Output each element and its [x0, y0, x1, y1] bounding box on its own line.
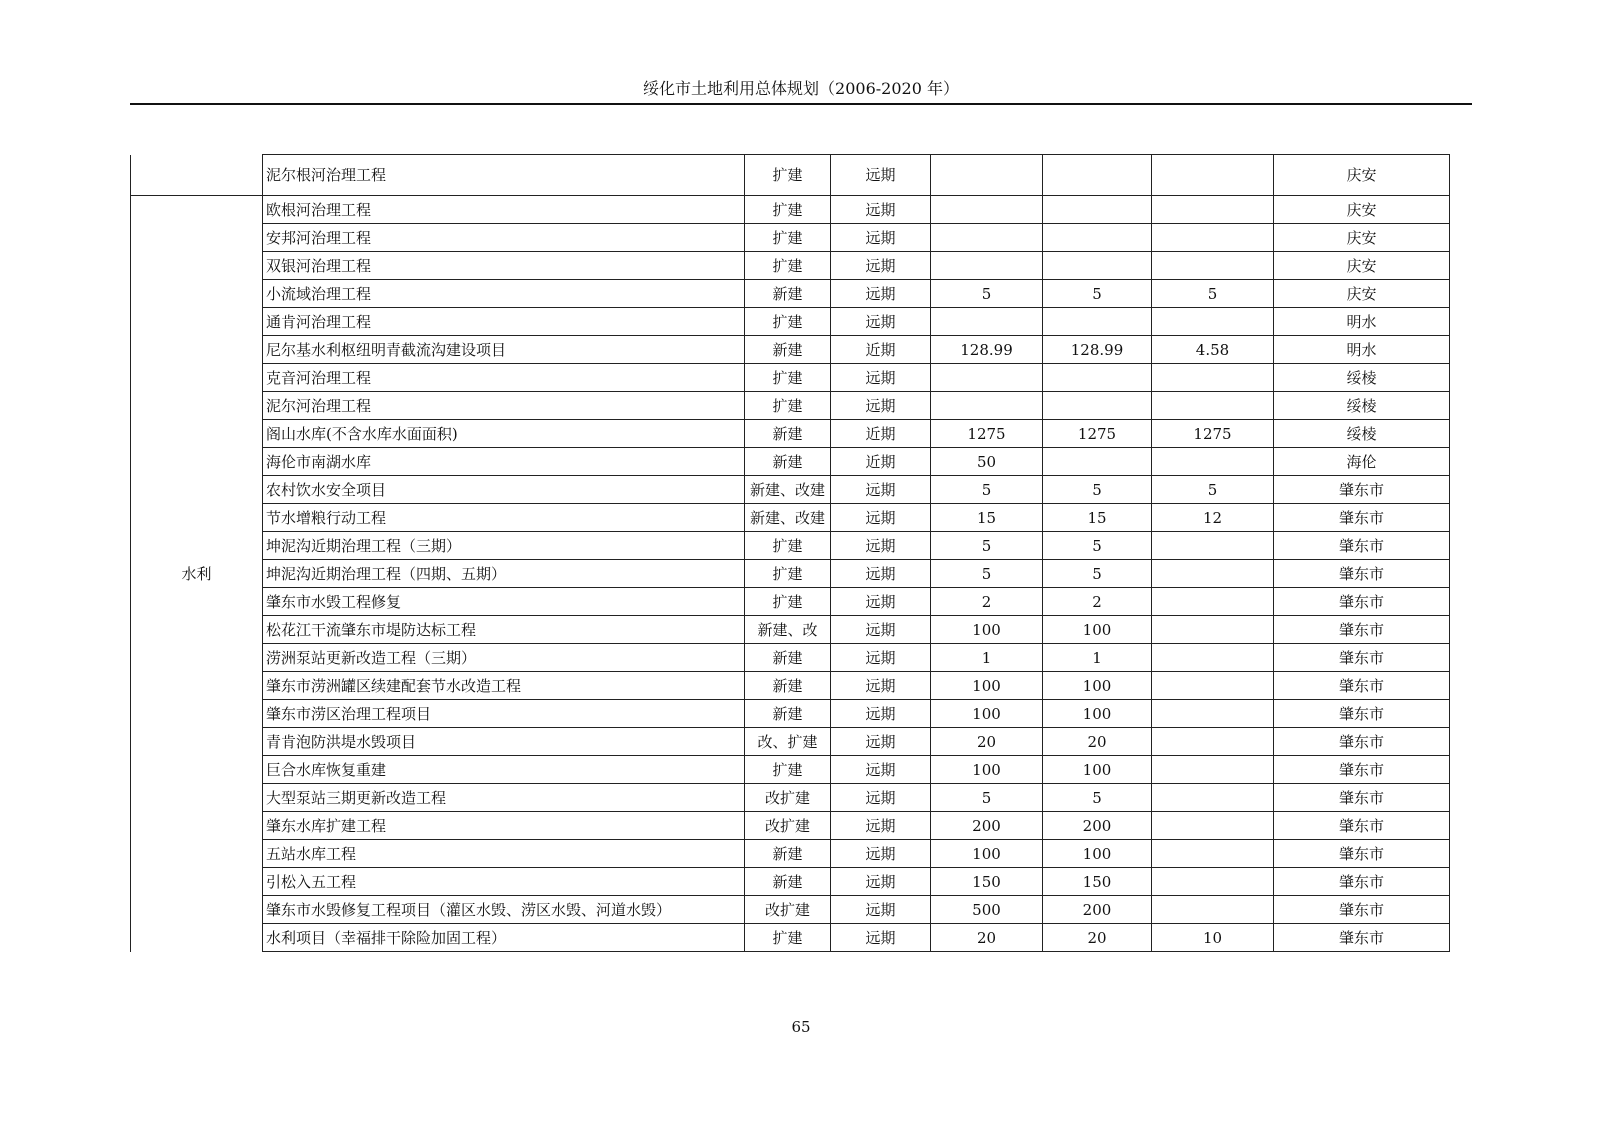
location-cell: 肇东市: [1274, 784, 1450, 812]
value-1-cell: 5: [931, 476, 1043, 504]
period-cell: 远期: [831, 896, 931, 924]
value-2-cell: 1: [1043, 644, 1152, 672]
value-3-cell: [1152, 812, 1274, 840]
project-name-cell: 引松入五工程: [263, 868, 745, 896]
period-cell: 远期: [831, 196, 931, 224]
value-1-cell: [931, 155, 1043, 196]
location-cell: 肇东市: [1274, 896, 1450, 924]
construction-type-cell: 新建: [745, 336, 831, 364]
period-cell: 远期: [831, 644, 931, 672]
location-cell: 庆安: [1274, 196, 1450, 224]
table-row: [131, 392, 1450, 420]
value-1-cell: 15: [931, 504, 1043, 532]
table-row: [131, 924, 1450, 952]
construction-type-cell: 新建、改建: [745, 504, 831, 532]
construction-type-cell: 新建: [745, 840, 831, 868]
location-cell: 肇东市: [1274, 812, 1450, 840]
project-name-cell: 通肯河治理工程: [263, 308, 745, 336]
location-cell: 明水: [1274, 308, 1450, 336]
value-2-cell: 100: [1043, 756, 1152, 784]
period-cell: 远期: [831, 476, 931, 504]
table-row: [131, 476, 1450, 504]
value-1-cell: 20: [931, 728, 1043, 756]
value-3-cell: [1152, 448, 1274, 476]
project-name-cell: 双银河治理工程: [263, 252, 745, 280]
value-1-cell: [931, 392, 1043, 420]
project-name-cell: 阁山水库(不含水库水面面积): [263, 420, 745, 448]
location-cell: 肇东市: [1274, 924, 1450, 952]
construction-type-cell: 新建、改建: [745, 476, 831, 504]
value-1-cell: 20: [931, 924, 1043, 952]
project-table-body: [131, 155, 1450, 952]
table-row: [131, 504, 1450, 532]
value-2-cell: 2: [1043, 588, 1152, 616]
value-3-cell: [1152, 644, 1274, 672]
project-name-cell: 松花江干流肇东市堤防达标工程: [263, 616, 745, 644]
value-1-cell: 100: [931, 672, 1043, 700]
period-cell: 远期: [831, 868, 931, 896]
project-name-cell: 巨合水库恢复重建: [263, 756, 745, 784]
location-cell: 肇东市: [1274, 588, 1450, 616]
project-name-cell: 青肯泡防洪堤水毁项目: [263, 728, 745, 756]
project-name-cell: 坤泥沟近期治理工程（四期、五期）: [263, 560, 745, 588]
value-1-cell: [931, 196, 1043, 224]
value-3-cell: [1152, 364, 1274, 392]
value-3-cell: [1152, 616, 1274, 644]
construction-type-cell: 改扩建: [745, 812, 831, 840]
value-2-cell: 20: [1043, 728, 1152, 756]
value-1-cell: [931, 364, 1043, 392]
value-1-cell: 100: [931, 616, 1043, 644]
location-cell: 肇东市: [1274, 840, 1450, 868]
construction-type-cell: 改、扩建: [745, 728, 831, 756]
project-name-cell: 肇东水库扩建工程: [263, 812, 745, 840]
construction-type-cell: 扩建: [745, 924, 831, 952]
value-1-cell: 200: [931, 812, 1043, 840]
location-cell: 庆安: [1274, 280, 1450, 308]
project-table: [130, 154, 1450, 952]
project-name-cell: 小流域治理工程: [263, 280, 745, 308]
value-2-cell: 200: [1043, 896, 1152, 924]
value-3-cell: [1152, 756, 1274, 784]
location-cell: 肇东市: [1274, 560, 1450, 588]
location-cell: 海伦: [1274, 448, 1450, 476]
table-row: [131, 448, 1450, 476]
project-name-cell: 泥尔根河治理工程: [263, 155, 745, 196]
value-2-cell: [1043, 308, 1152, 336]
construction-type-cell: 新建: [745, 868, 831, 896]
period-cell: 远期: [831, 756, 931, 784]
value-2-cell: [1043, 224, 1152, 252]
table-row: [131, 588, 1450, 616]
value-1-cell: 5: [931, 280, 1043, 308]
period-cell: 近期: [831, 420, 931, 448]
construction-type-cell: 扩建: [745, 224, 831, 252]
value-1-cell: 1: [931, 644, 1043, 672]
project-name-cell: 节水增粮行动工程: [263, 504, 745, 532]
period-cell: 远期: [831, 392, 931, 420]
period-cell: 远期: [831, 560, 931, 588]
period-cell: 远期: [831, 504, 931, 532]
value-1-cell: 100: [931, 756, 1043, 784]
value-2-cell: 128.99: [1043, 336, 1152, 364]
construction-type-cell: 扩建: [745, 560, 831, 588]
construction-type-cell: 新建: [745, 448, 831, 476]
period-cell: 远期: [831, 224, 931, 252]
value-2-cell: 5: [1043, 784, 1152, 812]
value-2-cell: [1043, 155, 1152, 196]
value-1-cell: 2: [931, 588, 1043, 616]
location-cell: 绥棱: [1274, 420, 1450, 448]
project-name-cell: 涝洲泵站更新改造工程（三期）: [263, 644, 745, 672]
value-1-cell: 5: [931, 532, 1043, 560]
value-3-cell: [1152, 784, 1274, 812]
project-name-cell: 克音河治理工程: [263, 364, 745, 392]
table-row: [131, 896, 1450, 924]
value-2-cell: 100: [1043, 700, 1152, 728]
table-row: [131, 155, 1450, 196]
construction-type-cell: 扩建: [745, 532, 831, 560]
period-cell: 远期: [831, 588, 931, 616]
value-2-cell: 5: [1043, 476, 1152, 504]
location-cell: 绥棱: [1274, 392, 1450, 420]
value-2-cell: 5: [1043, 560, 1152, 588]
value-3-cell: [1152, 224, 1274, 252]
project-name-cell: 尼尔基水利枢纽明青截流沟建设项目: [263, 336, 745, 364]
table-row: [131, 672, 1450, 700]
location-cell: 肇东市: [1274, 700, 1450, 728]
location-cell: 肇东市: [1274, 616, 1450, 644]
value-2-cell: [1043, 364, 1152, 392]
table-row: [131, 364, 1450, 392]
value-3-cell: [1152, 588, 1274, 616]
construction-type-cell: 扩建: [745, 308, 831, 336]
value-2-cell: [1043, 252, 1152, 280]
running-header: 绥化市土地利用总体规划（2006-2020 年）: [643, 79, 959, 98]
construction-type-cell: 改扩建: [745, 784, 831, 812]
value-2-cell: 1275: [1043, 420, 1152, 448]
value-3-cell: [1152, 700, 1274, 728]
period-cell: 远期: [831, 364, 931, 392]
table-row: [131, 728, 1450, 756]
period-cell: 远期: [831, 280, 931, 308]
period-cell: 远期: [831, 252, 931, 280]
construction-type-cell: 新建: [745, 420, 831, 448]
value-1-cell: 100: [931, 840, 1043, 868]
value-2-cell: 20: [1043, 924, 1152, 952]
construction-type-cell: 扩建: [745, 588, 831, 616]
table-row: [131, 252, 1450, 280]
value-1-cell: 150: [931, 868, 1043, 896]
value-2-cell: [1043, 448, 1152, 476]
construction-type-cell: 新建: [745, 700, 831, 728]
project-name-cell: 泥尔河治理工程: [263, 392, 745, 420]
construction-type-cell: 新建: [745, 280, 831, 308]
value-3-cell: [1152, 155, 1274, 196]
period-cell: 远期: [831, 812, 931, 840]
value-2-cell: 100: [1043, 616, 1152, 644]
value-3-cell: [1152, 392, 1274, 420]
value-1-cell: 500: [931, 896, 1043, 924]
value-2-cell: 15: [1043, 504, 1152, 532]
project-name-cell: 肇东市水毁修复工程项目（灌区水毁、涝区水毁、河道水毁）: [263, 896, 745, 924]
location-cell: 肇东市: [1274, 728, 1450, 756]
table-row: [131, 756, 1450, 784]
location-cell: 绥棱: [1274, 364, 1450, 392]
page-number: 65: [791, 1018, 811, 1036]
location-cell: 明水: [1274, 336, 1450, 364]
location-cell: 肇东市: [1274, 756, 1450, 784]
value-1-cell: 1275: [931, 420, 1043, 448]
project-table-wrapper: [130, 154, 1450, 952]
construction-type-cell: 改扩建: [745, 896, 831, 924]
project-name-cell: 肇东市涝洲罐区续建配套节水改造工程: [263, 672, 745, 700]
table-row: [131, 644, 1450, 672]
header-rule: [130, 103, 1472, 105]
value-1-cell: 5: [931, 560, 1043, 588]
location-cell: 肇东市: [1274, 644, 1450, 672]
table-row: [131, 868, 1450, 896]
value-2-cell: 150: [1043, 868, 1152, 896]
location-cell: 肇东市: [1274, 868, 1450, 896]
table-row: [131, 532, 1450, 560]
value-3-cell: 5: [1152, 280, 1274, 308]
value-3-cell: [1152, 532, 1274, 560]
period-cell: 远期: [831, 700, 931, 728]
table-row: [131, 280, 1450, 308]
period-cell: 远期: [831, 616, 931, 644]
construction-type-cell: 扩建: [745, 196, 831, 224]
location-cell: 庆安: [1274, 155, 1450, 196]
project-name-cell: 肇东市涝区治理工程项目: [263, 700, 745, 728]
value-3-cell: [1152, 308, 1274, 336]
period-cell: 远期: [831, 784, 931, 812]
period-cell: 远期: [831, 924, 931, 952]
project-name-cell: 水利项目（幸福排干除险加固工程）: [263, 924, 745, 952]
category-cell-top: [131, 155, 263, 196]
value-3-cell: [1152, 840, 1274, 868]
value-3-cell: [1152, 728, 1274, 756]
project-name-cell: 五站水库工程: [263, 840, 745, 868]
project-name-cell: 坤泥沟近期治理工程（三期）: [263, 532, 745, 560]
construction-type-cell: 扩建: [745, 155, 831, 196]
table-row: [131, 616, 1450, 644]
value-3-cell: [1152, 896, 1274, 924]
value-2-cell: 200: [1043, 812, 1152, 840]
table-row: [131, 560, 1450, 588]
value-1-cell: 50: [931, 448, 1043, 476]
location-cell: 庆安: [1274, 252, 1450, 280]
period-cell: 近期: [831, 336, 931, 364]
construction-type-cell: 扩建: [745, 756, 831, 784]
value-2-cell: [1043, 392, 1152, 420]
value-3-cell: [1152, 560, 1274, 588]
period-cell: 近期: [831, 448, 931, 476]
value-3-cell: 1275: [1152, 420, 1274, 448]
period-cell: 远期: [831, 155, 931, 196]
value-1-cell: [931, 308, 1043, 336]
period-cell: 远期: [831, 532, 931, 560]
table-row: [131, 812, 1450, 840]
period-cell: 远期: [831, 672, 931, 700]
period-cell: 远期: [831, 728, 931, 756]
location-cell: 庆安: [1274, 224, 1450, 252]
value-3-cell: [1152, 196, 1274, 224]
value-3-cell: 12: [1152, 504, 1274, 532]
construction-type-cell: 新建: [745, 644, 831, 672]
category-cell: 水利: [131, 196, 263, 952]
table-row: [131, 336, 1450, 364]
project-name-cell: 安邦河治理工程: [263, 224, 745, 252]
table-row: [131, 308, 1450, 336]
construction-type-cell: 扩建: [745, 392, 831, 420]
value-1-cell: 128.99: [931, 336, 1043, 364]
construction-type-cell: 新建、改: [745, 616, 831, 644]
value-2-cell: [1043, 196, 1152, 224]
value-3-cell: 5: [1152, 476, 1274, 504]
project-name-cell: 大型泵站三期更新改造工程: [263, 784, 745, 812]
project-name-cell: 肇东市水毁工程修复: [263, 588, 745, 616]
project-name-cell: 农村饮水安全项目: [263, 476, 745, 504]
value-3-cell: [1152, 672, 1274, 700]
table-row: [131, 700, 1450, 728]
period-cell: 远期: [831, 840, 931, 868]
value-3-cell: 4.58: [1152, 336, 1274, 364]
table-row: [131, 784, 1450, 812]
table-row: [131, 420, 1450, 448]
location-cell: 肇东市: [1274, 532, 1450, 560]
project-name-cell: 欧根河治理工程: [263, 196, 745, 224]
project-name-cell: 海伦市南湖水库: [263, 448, 745, 476]
value-2-cell: 100: [1043, 840, 1152, 868]
value-3-cell: 10: [1152, 924, 1274, 952]
value-3-cell: [1152, 252, 1274, 280]
value-1-cell: [931, 252, 1043, 280]
location-cell: 肇东市: [1274, 504, 1450, 532]
table-row: [131, 196, 1450, 224]
table-row: [131, 840, 1450, 868]
value-2-cell: 100: [1043, 672, 1152, 700]
value-1-cell: 100: [931, 700, 1043, 728]
construction-type-cell: 扩建: [745, 364, 831, 392]
location-cell: 肇东市: [1274, 672, 1450, 700]
value-3-cell: [1152, 868, 1274, 896]
period-cell: 远期: [831, 308, 931, 336]
value-1-cell: [931, 224, 1043, 252]
value-2-cell: 5: [1043, 280, 1152, 308]
location-cell: 肇东市: [1274, 476, 1450, 504]
value-2-cell: 5: [1043, 532, 1152, 560]
construction-type-cell: 新建: [745, 672, 831, 700]
construction-type-cell: 扩建: [745, 252, 831, 280]
table-row: [131, 224, 1450, 252]
value-1-cell: 5: [931, 784, 1043, 812]
